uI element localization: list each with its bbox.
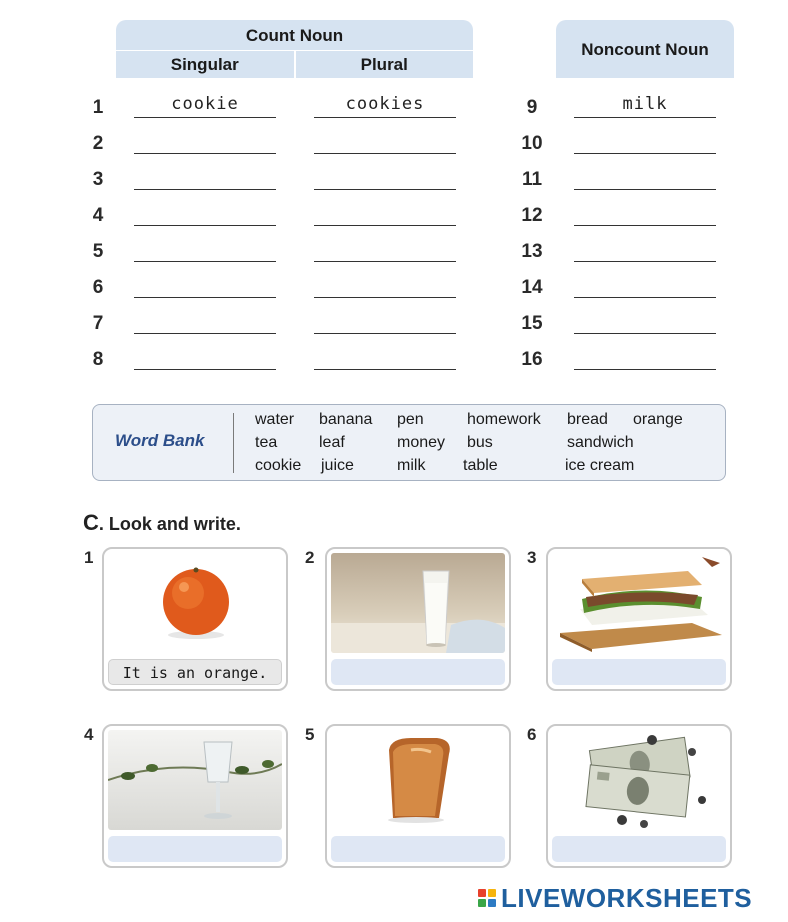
word-bank-word: cookie [255,457,302,474]
word-bank-word: ice cream [565,457,635,474]
picture-number: 3 [527,548,537,567]
word-bank-word: banana [319,411,373,428]
noncount-blank[interactable]: milk [574,92,716,118]
row-number: 14 [521,277,543,298]
picture-card [102,724,288,868]
singular-blank[interactable] [134,272,276,298]
section-letter: C [83,510,99,535]
row-number: 12 [521,205,543,226]
plural-header: Plural [294,51,474,78]
orange-icon [108,553,282,653]
answer-field[interactable]: It is an orange. [108,659,282,685]
row-number: 3 [92,169,104,190]
singular-blank[interactable] [134,308,276,334]
row-number: 11 [521,169,543,190]
picture-number: 4 [84,725,94,744]
word-bank-word: water [255,411,295,428]
plural-blank[interactable] [314,200,456,226]
picture-number: 2 [305,548,315,567]
plural-blank[interactable] [314,308,456,334]
word-bank-word: table [463,457,498,474]
noncount-row [500,200,730,230]
noncount-row [500,344,730,374]
plural-blank[interactable] [314,236,456,262]
singular-blank[interactable] [134,236,276,262]
singular-blank[interactable] [134,200,276,226]
logo-icon [478,889,496,907]
picture-number: 1 [84,548,94,567]
word-bank-word: tea [255,434,278,451]
count-row [0,92,480,122]
noncount-blank[interactable] [574,344,716,370]
word-bank-word: bread [567,411,608,428]
liveworksheets-logo [478,883,752,913]
logo-text: LIVEWORKSHEETS [501,882,753,913]
count-row [0,200,480,230]
noncount-blank[interactable] [574,272,716,298]
picture-card [325,724,511,868]
word-bank-word: milk [397,457,426,474]
row-number: 16 [521,349,543,370]
word-bank-word: sandwich [567,434,634,451]
count-row [0,272,480,302]
noncount-blank[interactable] [574,308,716,334]
row-number: 10 [521,133,543,154]
plural-blank[interactable]: cookies [314,92,456,118]
answer-field[interactable] [552,836,726,862]
water-glass-icon [108,730,282,830]
singular-header: Singular [116,51,294,78]
word-bank-word: homework [467,411,541,428]
row-number: 8 [92,349,104,370]
word-bank-word: juice [321,457,354,474]
picture-number: 5 [305,725,315,744]
word-bank-title: Word Bank [115,431,205,450]
count-noun-title: Count Noun [116,20,473,50]
word-bank-word: leaf [319,434,345,451]
picture-card [546,547,732,691]
noncount-blank[interactable] [574,200,716,226]
noncount-row [500,164,730,194]
sandwich-icon [552,553,726,653]
noncount-row [500,308,730,338]
picture-card [325,547,511,691]
section-instruction: . Look and write. [98,514,241,534]
picture-number: 6 [527,725,537,744]
answer-field[interactable] [552,659,726,685]
picture-card [102,547,288,691]
section-c-title [83,510,241,536]
picture-card [546,724,732,868]
word-bank [92,404,726,481]
noncount-row [500,92,730,122]
singular-blank[interactable]: cookie [134,92,276,118]
word-bank-word: pen [397,411,424,428]
singular-blank[interactable] [134,164,276,190]
singular-blank[interactable] [134,128,276,154]
count-row [0,128,480,158]
noncount-blank[interactable] [574,128,716,154]
singular-blank[interactable] [134,344,276,370]
row-number: 2 [92,133,104,154]
word-bank-word: bus [467,434,493,451]
noncount-row [500,236,730,266]
row-number: 9 [526,97,538,118]
row-number: 4 [92,205,104,226]
noncount-row [500,272,730,302]
plural-blank[interactable] [314,272,456,298]
row-number: 15 [521,313,543,334]
plural-blank[interactable] [314,128,456,154]
noncount-row [500,128,730,158]
answer-field[interactable] [108,836,282,862]
noncount-blank[interactable] [574,236,716,262]
count-noun-header [116,20,473,78]
plural-blank[interactable] [314,344,456,370]
count-row [0,344,480,374]
word-bank-divider [233,413,234,473]
answer-field[interactable] [331,659,505,685]
word-bank-word: orange [633,411,683,428]
noncount-blank[interactable] [574,164,716,190]
money-icon [552,730,726,830]
answer-field[interactable] [331,836,505,862]
noncount-noun-header: Noncount Noun [556,20,734,78]
row-number: 7 [92,313,104,334]
plural-blank[interactable] [314,164,456,190]
count-row [0,308,480,338]
word-bank-word: money [397,434,446,451]
row-number: 5 [92,241,104,262]
count-row [0,164,480,194]
row-number: 6 [92,277,104,298]
bread-icon [331,730,505,830]
row-number: 1 [92,97,104,118]
milk-glass-icon [331,553,505,653]
count-row [0,236,480,266]
row-number: 13 [521,241,543,262]
